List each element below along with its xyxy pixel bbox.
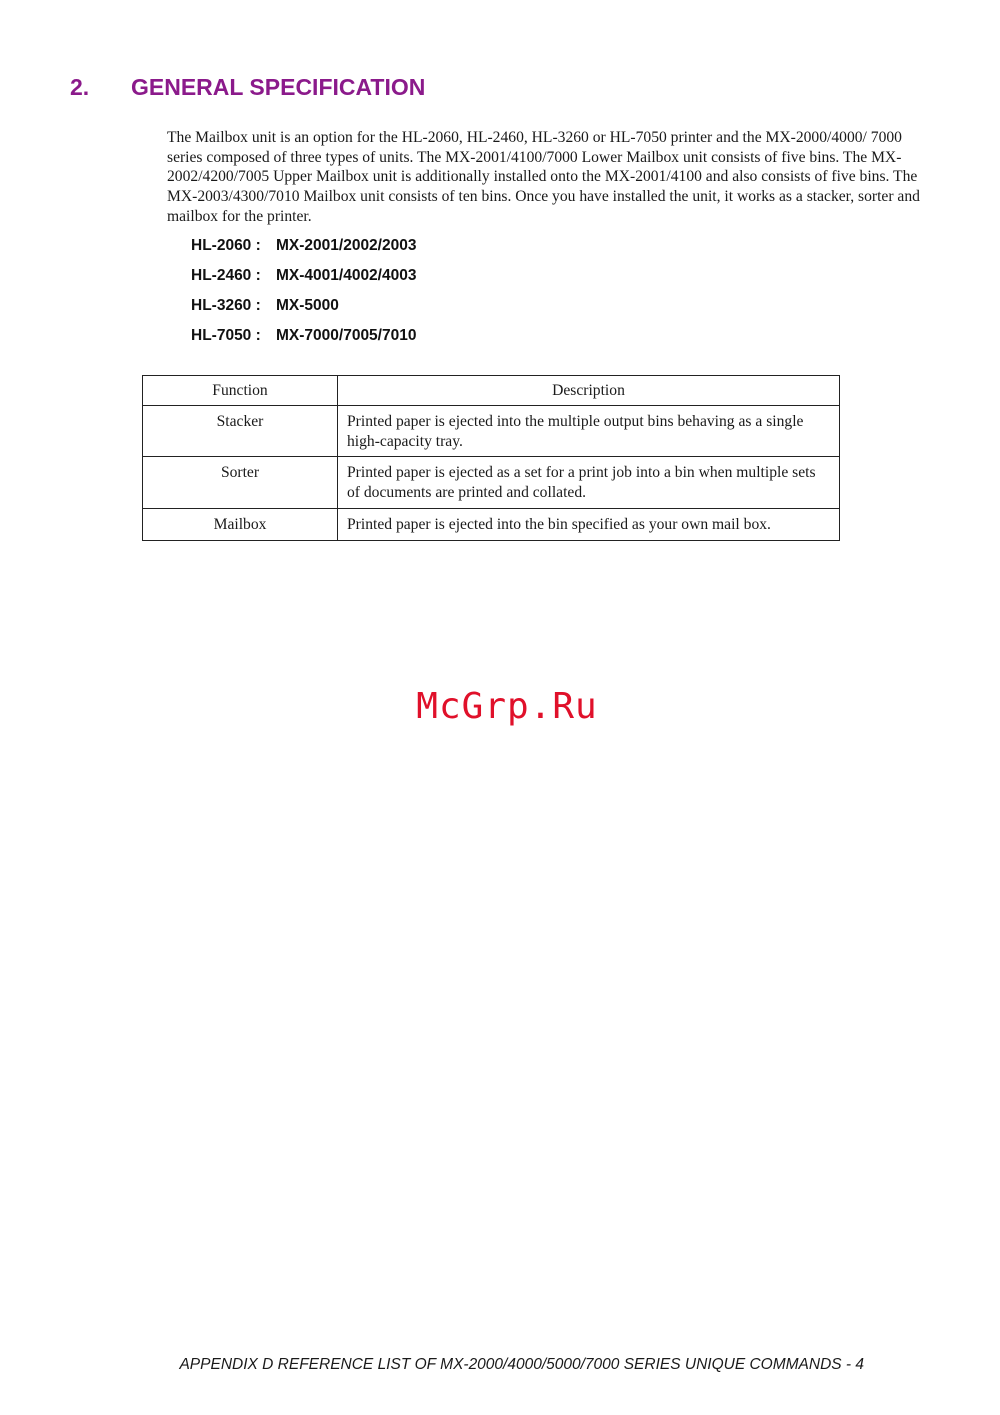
column-header-description: Description [338,376,840,406]
page-footer: APPENDIX D REFERENCE LIST OF MX-2000/4000/5000/7000 SERIES UNIQUE COMMANDS - 4 [179,1356,864,1373]
table-row [143,406,840,457]
section-number: 2. [70,74,90,100]
mailbox-models: MX-4001/4002/4003 [276,267,417,284]
mailbox-models: MX-5000 [276,297,339,314]
printer-model: HL-3260 : [191,297,261,314]
model-row [191,296,416,326]
model-row [191,236,416,266]
description-cell: Printed paper is ejected into the multiple output bins behaving as a single high-capacity tray. [338,406,840,457]
description-cell: Printed paper is ejected into the bin specified as your own mail box. [338,508,840,540]
mailbox-models: MX-2001/2002/2003 [276,237,417,254]
function-cell: Mailbox [143,508,338,540]
function-cell: Sorter [143,457,338,508]
description-cell: Printed paper is ejected as a set for a print job into a bin when multiple sets of documents are printed and collated. [338,457,840,508]
function-table [142,375,840,541]
printer-model: HL-2060 : [191,237,261,254]
printer-model: HL-2460 : [191,267,261,284]
section-title: GENERAL SPECIFICATION [131,74,426,100]
mailbox-models: MX-7000/7005/7010 [276,327,417,344]
section-heading [70,74,425,101]
watermark: McGrp.Ru [416,686,598,727]
printer-model: HL-7050 : [191,327,261,344]
column-header-function: Function [143,376,338,406]
table-row [143,508,840,540]
model-row [191,266,416,296]
function-cell: Stacker [143,406,338,457]
model-compatibility-list [191,236,416,356]
intro-paragraph: The Mailbox unit is an option for the HL-2060, HL-2460, HL-3260 or HL-7050 printer and the MX-2000/4000/ 7000 series composed of three types of units. The MX-2001/4100/7000 Lower Mailbox unit consists of five bins. The MX-2002/4200/7005 Upper Mailbox unit is additionally installed onto the MX-2001/4100 and also consists of five bins. The MX-2003/4300/7010 Mailbox unit consists of ten bins. Once you have installed the unit, it works as a stacker, sorter and mailbox for the printer. [167,129,920,225]
model-row [191,326,416,356]
table-header-row [143,376,840,406]
table-row [143,457,840,508]
